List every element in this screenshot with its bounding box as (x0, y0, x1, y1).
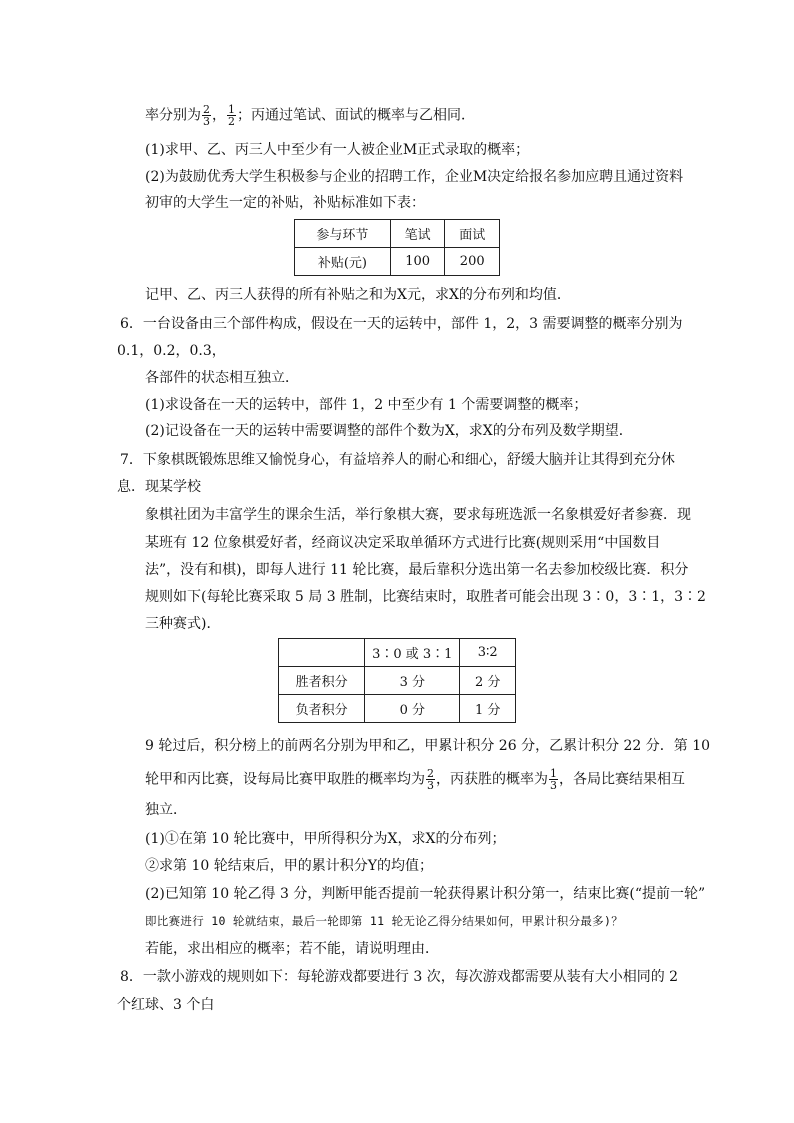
table-cell: 200 (445, 248, 500, 276)
fraction-one-half: $\frac{1}{2}$ (228, 103, 235, 128)
table-row (279, 695, 516, 723)
q7-line7: 三种赛式)． (145, 616, 221, 632)
table-cell: 100 (390, 248, 445, 276)
table-cell (279, 639, 365, 667)
intro-suffix: ；丙通过笔试、面试的概率与乙相同． (237, 107, 475, 124)
table-cell: 补贴(元) (295, 248, 391, 276)
table-cell: 3 分 (365, 667, 460, 695)
q7-line10: 独立． (145, 802, 187, 818)
fraction-two-thirds: $\frac{2}{3}$ (203, 103, 210, 128)
q7-line8: 9 轮过后，积分榜上的前两名分别为甲和乙，甲累计积分 26 分，乙累计积分 22 分．第 10 (145, 738, 711, 754)
table-cell: 负者积分 (279, 695, 365, 723)
q6-line3: 各部件的状态相互独立． (145, 370, 299, 386)
q7-line2: 息．现某学校 (117, 479, 201, 495)
subsidy-table (294, 219, 500, 276)
fraction-one-third: $\frac{1}{3}$ (550, 767, 557, 792)
q7-line4: 某班有 12 位象棋爱好者，经商议决定采取单循环方式进行比赛(规则采用“中国数目 (145, 535, 661, 551)
table-row (279, 639, 516, 667)
q7-line5: 法”，没有和棋)，即每人进行 11 轮比赛，最后靠积分选出第一名去参加校级比赛．积分 (145, 562, 689, 578)
table-cell: 面试 (445, 220, 500, 248)
q7-line6: 规则如下(每轮比赛采取 5 局 3 胜制，比赛结束时，取胜者可能会出现 3∶0，3∶1，3∶2 (145, 589, 706, 605)
q7-line15: 若能，求出相应的概率；若不能，请说明理由． (145, 941, 439, 957)
q5-part2-line1: (2)为鼓励优秀大学生积极参与企业的招聘工作，企业M决定给报名参加应聘且通过资料 (145, 169, 684, 185)
q6-line5: (2)记设备在一天的运转中需要调整的部件个数为X，求X的分布列及数学期望． (145, 423, 633, 439)
q7-line11: (1)①在第 10 轮比赛中，甲所得积分为X，求X的分布列； (145, 831, 506, 847)
table-cell: 0 分 (365, 695, 460, 723)
fraction-two-thirds: $\frac{2}{3}$ (427, 767, 434, 792)
table-row (279, 667, 516, 695)
intro-prefix: 率分别为 (145, 107, 201, 124)
q7-line14: 即比赛进行 10 轮就结束，最后一轮即第 11 轮无论乙得分结果如何，甲累计积分最多)？ (145, 914, 624, 928)
q7-line1: 7．下象棋既锻炼思维又愉悦身心，有益培养人的耐心和细心，舒缓大脑并让其得到充分休 (120, 452, 675, 468)
q7-line9: 轮甲和丙比赛，设每局比赛甲取胜的概率均为 $\frac{2}{3}$ ，丙获胜的概率为 $\frac{1}{3}$ ，各局比赛结果相互 (145, 767, 685, 792)
table-cell: 2 分 (460, 667, 516, 695)
q6-line1: 6．一台设备由三个部件构成，假设在一天的运转中，部件 1，2，3 需要调整的概率分别为 (120, 316, 683, 332)
table-cell: 1 分 (460, 695, 516, 723)
table-cell: 胜者积分 (279, 667, 365, 695)
q5-part2-line2: 初审的大学生一定的补贴，补贴标准如下表： (145, 195, 425, 211)
table-cell: 笔试 (390, 220, 445, 248)
table-row (295, 220, 500, 248)
q7-line12: ②求第 10 轮结束后，甲的累计积分Y的均值； (145, 858, 433, 874)
scoring-table (278, 638, 516, 723)
table-cell: 3∶0 或 3∶1 (365, 639, 460, 667)
table-cell: 参与环节 (295, 220, 391, 248)
table-cell: 3∶2 (460, 639, 516, 667)
q6-line2: 0.1，0.2，0.3， (117, 343, 226, 359)
table-row (295, 248, 500, 276)
q6-line4: (1)求设备在一天的运转中，部件 1，2 中至少有 1 个需要调整的概率； (145, 397, 588, 413)
q8-line2: 个红球、3 个白 (117, 997, 215, 1013)
q7-line3: 象棋社团为丰富学生的课余生活，举行象棋大赛，要求每班选派一名象棋爱好者参赛．现 (145, 507, 691, 523)
q8-line1: 8．一款小游戏的规则如下：每轮游戏都要进行 3 次，每次游戏都需要从装有大小相同的 2 (120, 969, 679, 985)
q5-part3: 记甲、乙、丙三人获得的所有补贴之和为X元，求X的分布列和均值． (145, 287, 571, 303)
q7-line13: (2)已知第 10 轮乙得 3 分，判断甲能否提前一轮获得累计积分第一，结束比赛(“提前一轮” (145, 886, 706, 902)
intro-line: 率分别为 $\frac{2}{3}$ ， $\frac{1}{2}$ ；丙通过笔试、面试的概率与乙相同． (145, 103, 475, 128)
q5-part1: (1)求甲、乙、丙三人中至少有一人被企业M正式录取的概率； (145, 142, 530, 158)
